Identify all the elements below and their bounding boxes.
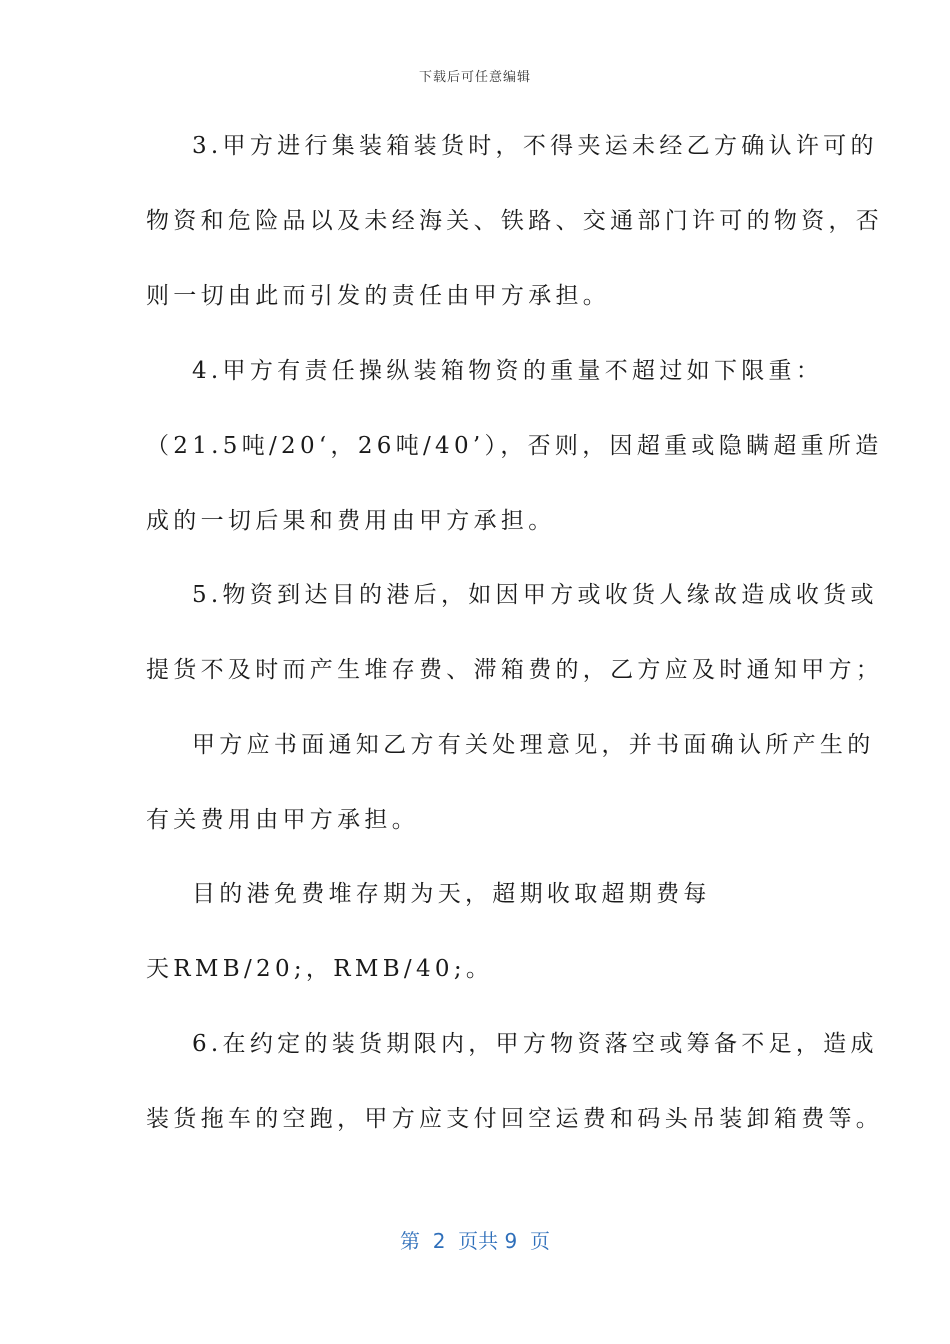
text-line: 4.甲方有责任操纵装箱物资的重量不超过如下限重： [192,358,824,384]
text-line: 甲方应书面通知乙方有关处理意见，并书面确认所产生的 [192,732,875,758]
text-line: 物资和危险品以及未经海关、铁路、交通部门许可的物资，否 [146,208,884,234]
header-note: 下载后可任意编辑 [418,70,531,85]
text-line: 天RMB/20;，RMB/40;。 [146,956,494,982]
text-line: 装货拖车的空跑，甲方应支付回空运费和码头吊装卸箱费等。 [146,1106,884,1132]
page-number: 第 2 页共 9 页 [400,1229,550,1253]
text-line: 5.物资到达目的港后，如因甲方或收货人缘故造成收货或 [192,582,878,608]
text-line: （21.5吨/20‘，26吨/40’），否则，因超重或隐瞒超重所造 [146,433,883,459]
text-line: 有关费用由甲方承担。 [146,807,419,833]
text-line: 3.甲方进行集装箱装货时，不得夹运未经乙方确认许可的 [192,133,878,159]
text-line: 目的港免费堆存期为天，超期收取超期费每 [192,881,711,907]
text-line: 则一切由此而引发的责任由甲方承担。 [146,283,611,309]
text-line: 6.在约定的装货期限内，甲方物资落空或筹备不足，造成 [192,1031,878,1057]
text-line: 成的一切后果和费用由甲方承担。 [146,508,556,534]
text-line: 提货不及时而产生堆存费、滞箱费的，乙方应及时通知甲方； [146,657,884,683]
